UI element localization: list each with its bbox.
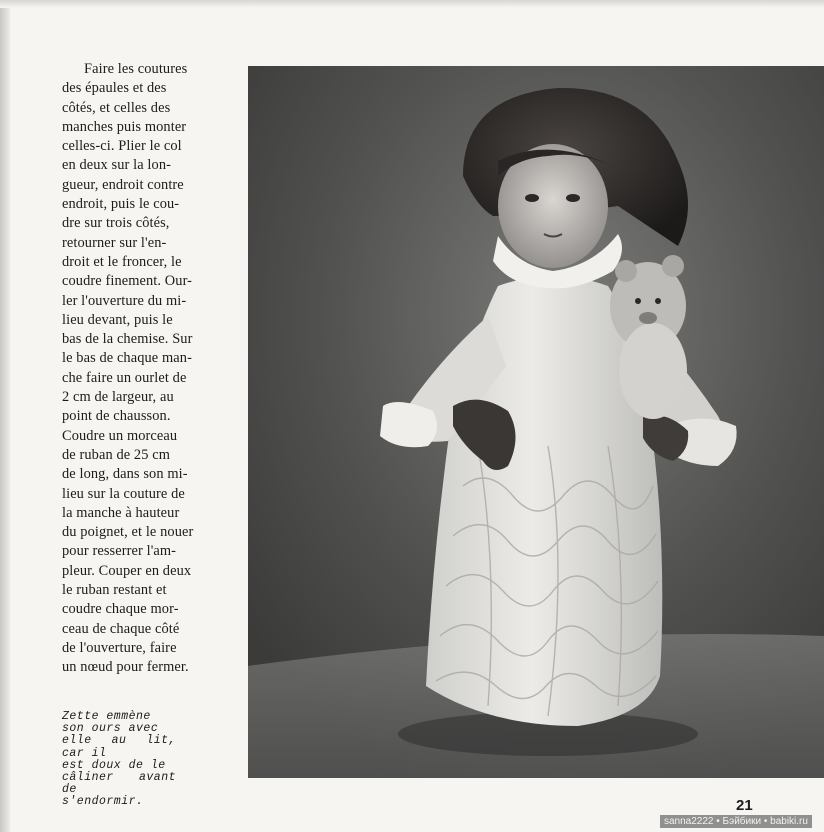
text-line: celles-ci. Plier le col — [62, 138, 182, 155]
caption-line: est doux de le — [62, 758, 166, 772]
text-line: lieu sur la couture de — [62, 485, 185, 502]
text-line: bas de la chemise. Sur — [62, 331, 193, 348]
doll-photograph — [248, 66, 824, 778]
text-line: point de chausson. — [62, 408, 171, 425]
text-line: dre sur trois côtés, — [62, 215, 170, 232]
text-line: le bas de chaque man- — [62, 350, 192, 367]
text-line: lieu devant, puis le — [62, 311, 173, 328]
text-line: en deux sur la lon- — [62, 157, 172, 174]
text-line: un nœud pour fermer. — [62, 659, 189, 676]
watermark: sanna2222 • Бэйбики • babiki.ru — [660, 815, 812, 828]
text-line: gueur, endroit contre — [62, 176, 184, 193]
text-line: ler l'ouverture du mi- — [62, 292, 187, 309]
text-line: des épaules et des — [62, 80, 167, 97]
photo-caption — [62, 711, 176, 809]
text-line: che faire un ourlet de — [62, 369, 187, 386]
text-line: la manche à hauteur — [62, 504, 180, 521]
caption-line: son ours avec — [62, 722, 159, 736]
text-line: côtés, et celles des — [62, 99, 171, 116]
doll-right-eye — [566, 194, 580, 202]
page-top-shadow — [0, 0, 824, 8]
text-line: le ruban restant et — [62, 582, 167, 599]
text-line: de ruban de 25 cm — [62, 446, 170, 463]
caption-line: elle au lit, car il — [62, 734, 176, 760]
text-line: Faire les coutures — [84, 61, 188, 77]
text-line: droit et le froncer, le — [62, 253, 182, 270]
caption-line: s'endormir. — [62, 795, 144, 809]
caption-line: câliner avant de — [62, 771, 176, 797]
text-line: Coudre un morceau — [62, 427, 178, 444]
text-line: de l'ouverture, faire — [62, 639, 177, 656]
sewing-instructions-text — [62, 60, 222, 678]
doll-illustration — [248, 66, 824, 778]
text-line: manches puis monter — [62, 118, 187, 135]
book-spine-shadow — [0, 0, 10, 832]
caption-line: Zette emmène — [62, 710, 151, 723]
text-line: du poignet, et le nouer — [62, 524, 194, 541]
text-line: retourner sur l'en- — [62, 234, 167, 251]
doll-left-eye — [525, 194, 539, 202]
text-line: 2 cm de largeur, au — [62, 389, 174, 406]
text-line: de long, dans son mi- — [62, 466, 188, 483]
text-line: ceau de chaque côté — [62, 620, 180, 637]
page-number: 21 — [736, 797, 753, 814]
text-line: pour resserrer l'am- — [62, 543, 177, 560]
text-line: endroit, puis le cou- — [62, 196, 180, 213]
text-line: coudre finement. Our- — [62, 273, 193, 290]
text-line: pleur. Couper en deux — [62, 562, 192, 579]
text-line: coudre chaque mor- — [62, 601, 179, 618]
